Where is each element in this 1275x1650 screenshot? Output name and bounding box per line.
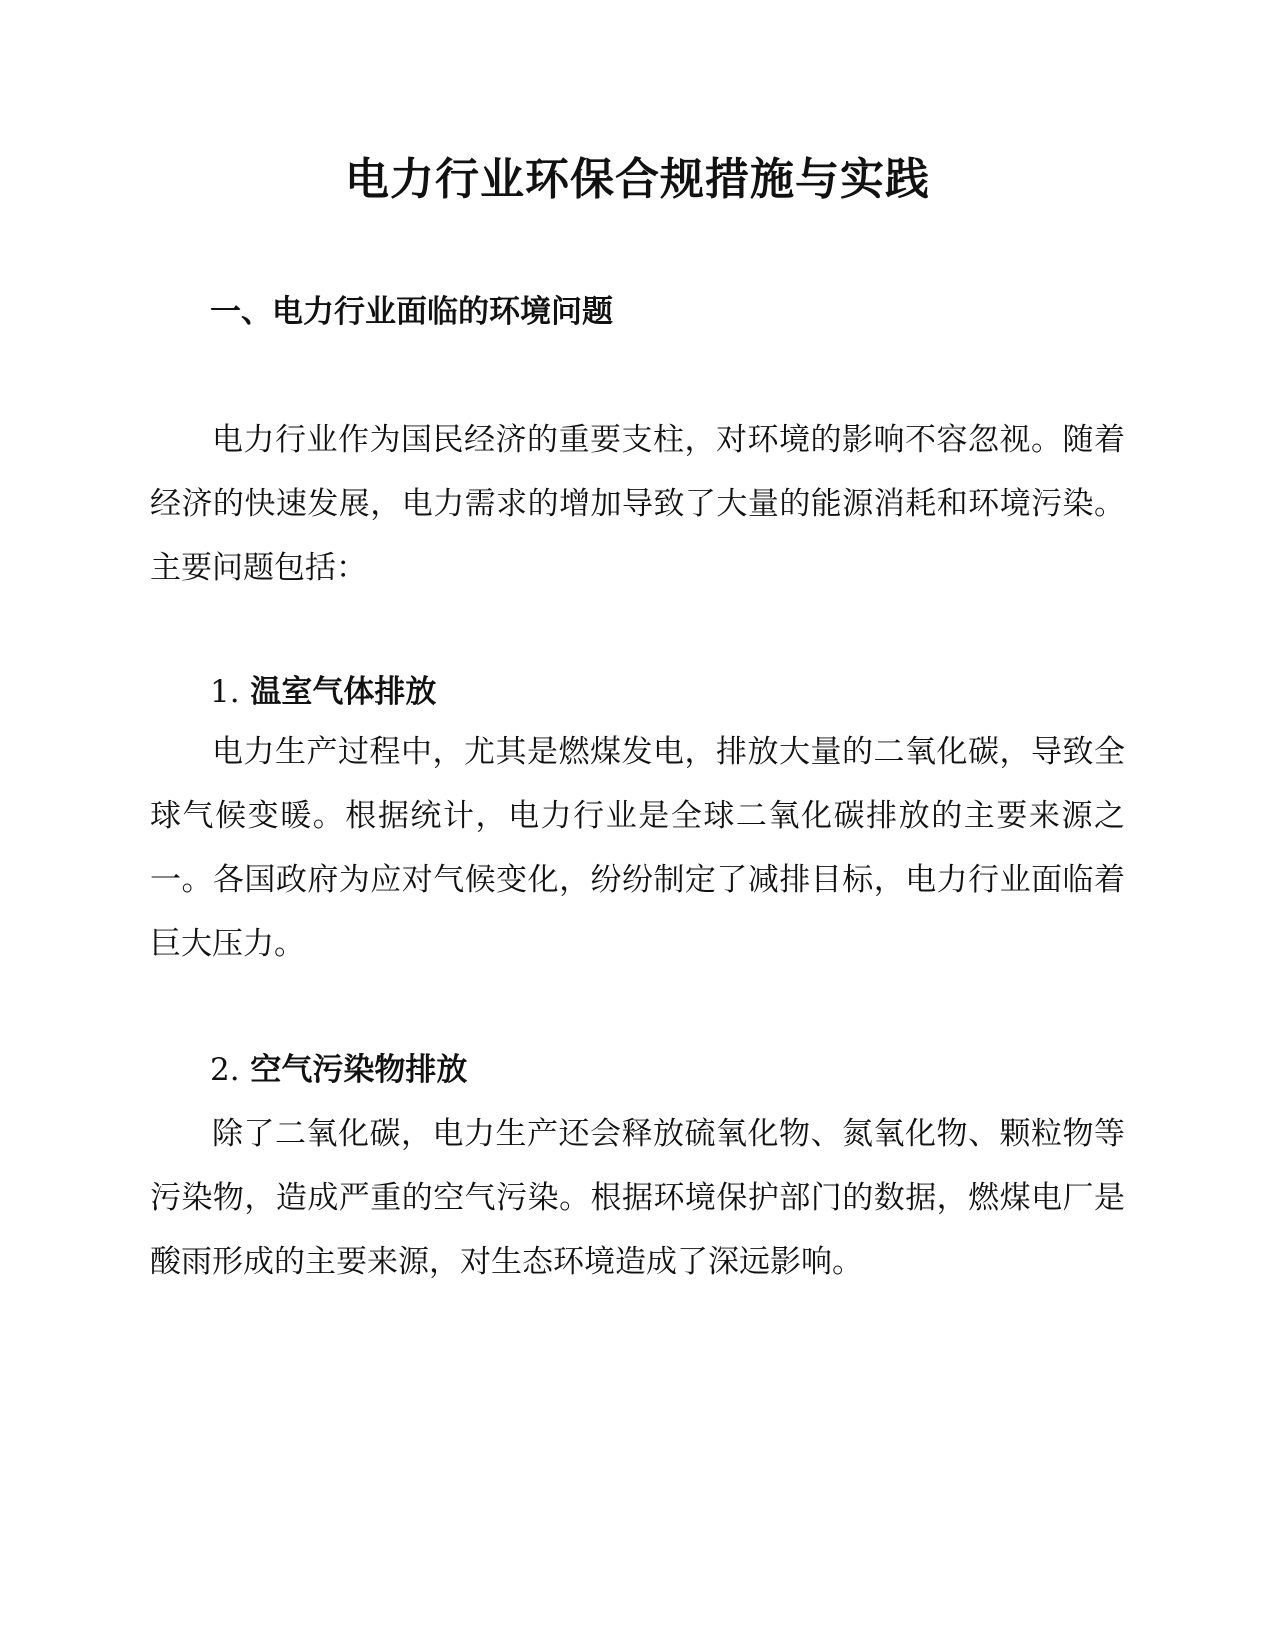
paragraph-air-pollutants: 除了二氧化碳，电力生产还会释放硫氧化物、氮氧化物、颗粒物等污染物，造成严重的空气污染。根据环境保护部门的数据，燃煤电厂是酸雨形成的主要来源，对生态环境造成了深远影响。 [150, 1116, 1125, 1280]
intro-paragraph: 电力行业作为国民经济的重要支柱，对环境的影响不容忽视。随着经济的快速发展，电力需求的增加导致了大量的能源消耗和环境污染。主要问题包括： [150, 422, 1125, 586]
item-number: 2. [210, 1052, 240, 1088]
item-number: 1. [210, 674, 240, 710]
subheading-air-pollutants [210, 1048, 467, 1092]
subheading-greenhouse-gas [210, 670, 436, 714]
section-heading: 一、电力行业面临的环境问题 [210, 294, 613, 330]
document-title: 电力行业环保合规措施与实践 [345, 154, 930, 205]
item-title: 空气污染物排放 [250, 1052, 468, 1088]
paragraph-greenhouse-gas: 电力生产过程中，尤其是燃煤发电，排放大量的二氧化碳，导致全球气候变暖。根据统计，电力行业是全球二氧化碳排放的主要来源之一。各国政府为应对气候变化，纷纷制定了减排目标，电力行业面临着巨大压力。 [150, 734, 1125, 962]
item-title: 温室气体排放 [250, 674, 437, 710]
